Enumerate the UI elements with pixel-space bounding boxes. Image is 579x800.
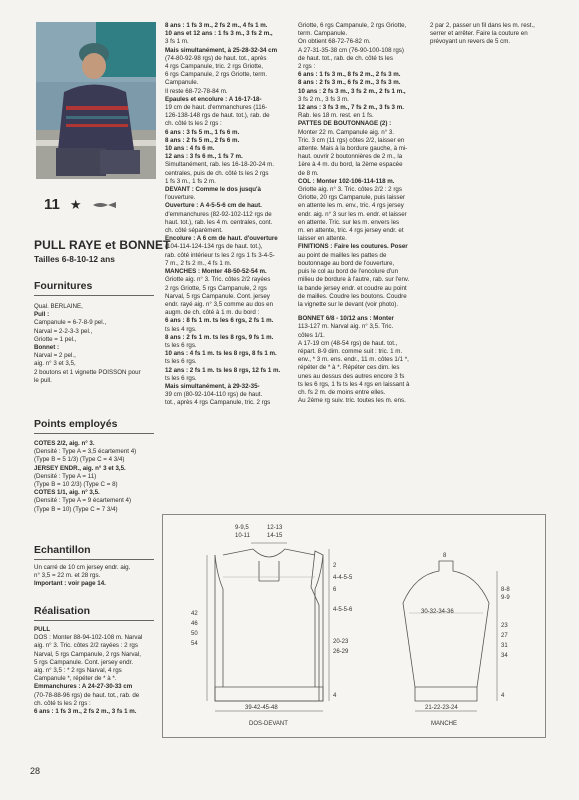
manche-right-label-3: 23 bbox=[501, 623, 508, 629]
dos-left-label-3: 50 bbox=[191, 631, 198, 637]
text-line: (70-78-88-96 rgs) de haut. tot., rab. de bbox=[34, 691, 140, 699]
text-line: aig. n° 3. Tric. côtes 2/2 rayées : 2 rgs bbox=[34, 642, 138, 650]
section-fournitures: Fournitures bbox=[34, 280, 144, 292]
text-line: ts les 6 rgs. bbox=[165, 341, 197, 349]
sizes-subtitle: Tailles 6-8-10-12 ans bbox=[34, 254, 115, 264]
dos-right-label-2: 4-4-5-5 bbox=[333, 575, 353, 581]
text-line: ch. fs 2 m. de moins entre elles. bbox=[298, 388, 386, 396]
text-line: m. en attente, tric. 4 rgs jersey endr. et bbox=[298, 227, 404, 235]
text-line: COL : Monter 102-106-114-118 m. bbox=[298, 177, 395, 185]
text-line: n° 3,5 = 22 m. et 28 rgs. bbox=[34, 572, 101, 580]
dos-left-label-2: 46 bbox=[191, 621, 198, 627]
text-line: boutonnage au bord de l'ouverture, bbox=[298, 259, 395, 267]
pattern-number-label: 11 bbox=[44, 196, 60, 213]
text-line: Narval = 2 pel., bbox=[34, 352, 76, 360]
text-line: Ouverture : A 4-5-5-6 cm de haut. bbox=[165, 202, 262, 210]
garment-schematic bbox=[162, 514, 546, 738]
text-line: ch. côté ts les 2 rgs : bbox=[165, 120, 222, 128]
text-line: 10 ans : 4 fs 6 m. bbox=[165, 145, 215, 153]
text-line: serrer et arrêter. Faire la couture en bbox=[430, 30, 528, 38]
manche-right-label-6: 34 bbox=[501, 653, 508, 659]
text-line: endr. rayé aig. n° 3,5 comme au dos en bbox=[165, 300, 274, 308]
text-line: Mais simultanément, à 29-32-35- bbox=[165, 382, 260, 390]
text-line: ch. côté ts les 2 rgs : bbox=[34, 699, 91, 707]
text-line: env., * 3 m. ens. endr., 11 m. côtes 1/1 *, bbox=[298, 356, 409, 364]
text-line: de mailles. Coudre les boutons. Coudre bbox=[298, 292, 407, 300]
dos-right-label-7: 4 bbox=[333, 693, 337, 699]
child-photo bbox=[36, 22, 156, 179]
text-line: 2 boutons et 1 vignette POISSON pour bbox=[34, 368, 141, 376]
text-line: Tric. 3 cm (11 rgs) côtes 2/2, laisser en bbox=[298, 136, 405, 144]
text-line: 10 ans : 4 fs 1 m. ts les 8 rgs, 8 fs 1 m. bbox=[165, 350, 277, 358]
text-line: centrales, puis de ch. côté ts les 2 rgs bbox=[165, 169, 269, 177]
text-line: la vignette sur le devant (voir photo). bbox=[298, 300, 399, 308]
text-line: de 8 m. bbox=[298, 169, 319, 177]
dos-right-label-1: 2 bbox=[333, 563, 337, 569]
text-line: puis le col au bord de l'encolure d'un bbox=[298, 268, 399, 276]
text-line: de haut. tot., rab. de ch. côté ts les bbox=[298, 54, 393, 62]
text-line: haut. ouvrir 2 boutonnières de 2 m., la bbox=[298, 153, 403, 161]
section-realisation: Réalisation bbox=[34, 605, 144, 617]
text-line: rab. côté intérieur ts les 2 rgs 1 fs 3-4-5- bbox=[165, 251, 275, 259]
text-line: ch. côté séparément. bbox=[165, 227, 223, 235]
text-line: répéter de * à *. Répéter ces dim. les bbox=[298, 364, 400, 372]
text-line: PULL bbox=[34, 626, 51, 633]
manche-top-label: 8 bbox=[443, 553, 447, 559]
page-number: 28 bbox=[30, 766, 41, 776]
dos-outline bbox=[215, 551, 323, 701]
text-line: 2 rgs : bbox=[298, 63, 316, 71]
text-line: COTES 2/2, aig. n° 3. bbox=[34, 440, 95, 447]
text-line: (Type B = 10) (Type C = 7 3/4) bbox=[34, 505, 118, 513]
dos-top-label-4: 14-15 bbox=[267, 533, 283, 539]
instructions-column-3 bbox=[298, 22, 424, 512]
text-line: 12 ans : 3 fs 3 m., 7 fs 2 m., 3 fs 3 m. bbox=[298, 104, 404, 112]
manche-outline bbox=[403, 561, 489, 687]
dos-right-label-3: 6 bbox=[333, 587, 337, 593]
text-line: d'emmanchures (82-92-102-112 rgs de bbox=[165, 210, 272, 218]
page-title: PULL RAYE et BONNET bbox=[34, 238, 171, 252]
text-line: 1 fs 3 m., 1 fs 2 m. bbox=[165, 177, 216, 185]
dos-top-label-1: 9-9,5 bbox=[235, 525, 249, 531]
dos-left-label-1: 42 bbox=[191, 611, 198, 617]
text-line: Simultanément, rab. les 16-18-20-24 m. bbox=[165, 161, 275, 169]
text-line: Griotte, 6 rgs Campanule, 2 rgs Griotte, bbox=[298, 22, 407, 29]
text-line: COTES 1/1, aig. n° 3,5. bbox=[34, 489, 100, 497]
points-text bbox=[34, 440, 158, 514]
text-line: 12 ans : 3 fs 6 m., 1 fs 7 m. bbox=[165, 153, 243, 161]
text-line: haut. tot.), rab. les 4 m. centrales, cont. bbox=[165, 218, 273, 226]
text-line: (Type B = 10 2/3) (Type C = 8) bbox=[34, 481, 118, 489]
text-line: Narval, 5 rgs Campanule, 2 rgs Narval, bbox=[34, 650, 141, 658]
text-line: JERSEY ENDR., aig. n° 3 et 3,5. bbox=[34, 464, 126, 472]
fish-logo-icon bbox=[92, 201, 118, 209]
text-line: 6 ans : 8 fs 1 m. ts les 6 rgs, 2 fs 1 m. bbox=[165, 317, 274, 325]
text-line: Rab. les 18 m. rest. en 1 fs. bbox=[298, 112, 374, 120]
text-line: Qual. BERLAINE, bbox=[34, 303, 83, 310]
text-line: DOS : Monter 88-94-102-108 m. Narval bbox=[34, 634, 143, 642]
dos-bottom-label: 39-42-45-48 bbox=[245, 705, 278, 711]
text-line: (Type B = 5 1/3) (Type C = 4 3/4) bbox=[34, 456, 125, 464]
text-line: 3 fs 2 m., 3 fs 3 m. bbox=[298, 95, 349, 103]
text-line: PATTES DE BOUTONNAGE (2) : bbox=[298, 120, 392, 128]
dos-top-label-2: 10-11 bbox=[235, 533, 250, 539]
text-line: en attente. Tric. sur les m. envers les bbox=[298, 218, 400, 226]
manche-caption: MANCHE bbox=[431, 721, 458, 727]
manche-right-label-1: 8-8 bbox=[501, 587, 510, 593]
text-line: 7 m., 2 fs 2 m., 4 fs 1 m. bbox=[165, 259, 232, 267]
manche-right-label-2: 9-9 bbox=[501, 595, 510, 601]
text-line: 8 ans : 2 fs 5 m., 2 fs 6 m. bbox=[165, 136, 240, 144]
text-line: 6 rgs Campanule, 2 rgs Griotte, term. bbox=[165, 71, 268, 79]
text-line: 2 par 2, passer un fil dans les m. rest., bbox=[430, 22, 535, 29]
text-line: Pull : bbox=[34, 311, 50, 319]
dos-right-label-6: 26-29 bbox=[333, 649, 349, 655]
text-line: Monter 22 m. Campanule aig. n° 3. bbox=[298, 128, 395, 136]
text-line: Bonnet : bbox=[34, 344, 60, 352]
text-line: ts les 6 rgs. bbox=[165, 374, 197, 382]
text-line: augm. de ch. côté à 1 m. du bord : bbox=[165, 309, 260, 317]
text-line: Griotte aig. n° 3. Tric. côtes 2/2 rayées bbox=[165, 276, 271, 284]
text-line: Un carré de 10 cm jersey endr. aig. bbox=[34, 564, 131, 571]
text-line: aig. n° 3,5 : * 2 rgs Narval, 4 rgs bbox=[34, 667, 122, 675]
text-line: milieu de bordure à l'autre, rab. sur l'env. bbox=[298, 276, 410, 284]
text-line: Epaules et encolure : A 16-17-18- bbox=[165, 95, 262, 103]
text-line: (Densité : Type A = 11) bbox=[34, 472, 97, 480]
text-line: ts les 6 rgs, 1 fs ts les 4 rgs en laissant à bbox=[298, 380, 410, 388]
text-line: 12 ans : 2 fs 1 m. ts les 8 rgs, 12 fs 1 m. bbox=[165, 366, 281, 374]
manche-bottom-label: 21-22-23-24 bbox=[425, 705, 458, 711]
text-line: laisser en attente. bbox=[298, 235, 347, 243]
text-line: ts les 4 rgs. bbox=[165, 325, 197, 333]
text-line: unes au dessus des autres encore 3 fs bbox=[298, 372, 405, 380]
text-line: 113-127 m. Narval aig. n° 3,5. Tric. bbox=[298, 323, 394, 331]
text-line: Narval = 2-2-3-3 pel., bbox=[34, 327, 93, 335]
text-line: côtes 1/1. bbox=[298, 331, 325, 339]
text-line: répart. 8-9 dim. comme suit : tric. 1 m. bbox=[298, 347, 403, 355]
text-line: term. Campanule. bbox=[298, 30, 348, 38]
text-line: 3 fs 1 m. bbox=[165, 38, 189, 46]
text-line: 10 ans et 12 ans : 1 fs 3 m., 3 fs 2 m., bbox=[165, 30, 273, 38]
text-line: 8 ans : 2 fs 1 m. ts les 8 rgs, 9 fs 1 m. bbox=[165, 333, 274, 341]
text-line: (74-80-92-98 rgs) de haut. tot., après bbox=[165, 54, 267, 62]
instructions-column-2 bbox=[165, 22, 291, 512]
text-line: Campanule. bbox=[165, 79, 199, 87]
text-line: (Densité : Type A = 3,5 écartement 4) bbox=[34, 448, 137, 456]
text-line: (104-114-124-134 rgs de haut. tot.), bbox=[165, 243, 263, 251]
text-line: Griotte, 20 rgs Campanule, puis laisser bbox=[298, 194, 405, 202]
pattern-number bbox=[44, 196, 118, 213]
text-line: attente. Mais à la bordure gauche, à mi- bbox=[298, 145, 408, 153]
text-line: MANCHES : Monter 48-50-52-54 m. bbox=[165, 268, 267, 276]
text-line: 8 ans : 2 fs 3 m., 6 fs 2 m., 3 fs 3 m. bbox=[298, 79, 401, 87]
text-line: au point de mailles les pattes de bbox=[298, 251, 387, 259]
text-line: Au 2ème rg suiv. tric. toutes les m. ens. bbox=[298, 397, 406, 405]
instructions-column-4 bbox=[430, 22, 550, 47]
text-line: aig. n° 3 et 3,5, bbox=[34, 360, 76, 368]
text-line: Griotte aig. n° 3. Tric. côtes 2/2 : 2 rgs bbox=[298, 186, 402, 194]
text-line: Griotte = 1 pel., bbox=[34, 335, 77, 343]
text-line: 4 rgs Campanule, tric. 2 rgs Griotte, bbox=[165, 63, 264, 71]
dos-top-label-3: 12-13 bbox=[267, 525, 283, 531]
text-line: 6 ans : 1 fs 3 m., 2 fs 2 m., 3 fs 1 m. bbox=[34, 708, 137, 716]
text-line: 6 ans : 1 fs 3 m., 8 fs 2 m., 2 fs 3 m. bbox=[298, 71, 401, 79]
text-line: BONNET 6/8 - 10/12 ans : Monter bbox=[298, 315, 394, 323]
text-line: 10 ans : 2 fs 3 m., 3 fs 2 m., 2 fs 1 m., bbox=[298, 87, 406, 95]
text-line: DEVANT : Comme le dos jusqu'à bbox=[165, 186, 261, 194]
text-line: A 17-19 cm (48-54 rgs) de haut. tot., bbox=[298, 339, 398, 347]
text-line: en attente les m. env., tric. 4 rgs jersey bbox=[298, 202, 404, 210]
text-line: (Densité : Type A = 9 écartement 4) bbox=[34, 497, 132, 505]
text-line: Important : voir page 14. bbox=[34, 580, 106, 588]
manche-right-label-7: 4 bbox=[501, 693, 505, 699]
manche-right-label-5: 31 bbox=[501, 643, 508, 649]
text-line: endr. aig. n° 3 sur les m. endr. et laisser bbox=[298, 210, 407, 218]
dos-devant-caption: DOS-DEVANT bbox=[249, 721, 288, 727]
text-line: la bande jersey endr. et coudre au point bbox=[298, 284, 407, 292]
text-line: Encolure : A 6 cm de haut. d'ouverture bbox=[165, 235, 278, 243]
text-line: Campanule = 6-7-8-9 pel., bbox=[34, 319, 107, 327]
text-line: 1ère à 4 m. du bord, la 2ème espacée bbox=[298, 161, 403, 169]
dos-right-label-5: 20-23 bbox=[333, 639, 349, 645]
section-points: Points employés bbox=[34, 418, 144, 430]
text-line: Mais simultanément, à 25-28-32-34 cm bbox=[165, 46, 278, 54]
text-line: 5 rgs Campanule. Cont. jersey endr. bbox=[34, 658, 134, 666]
text-line: le pull. bbox=[34, 376, 52, 384]
dos-right-label-4: 4-5-5-6 bbox=[333, 607, 353, 613]
text-line: Il reste 68-72-78-84 m. bbox=[165, 87, 228, 95]
text-line: 8 ans : 1 fs 3 m., 2 fs 2 m., 4 fs 1 m. bbox=[165, 22, 268, 29]
realisation-text bbox=[34, 626, 158, 716]
text-line: FINITIONS : Faire les coutures. Poser bbox=[298, 243, 408, 251]
text-line: 19 cm de haut. d'emmanchures (116- bbox=[165, 104, 268, 112]
manche-width-label: 30-32-34-36 bbox=[421, 609, 454, 615]
text-line: tot., après 4 rgs Campanule, tric. 2 rgs bbox=[165, 399, 271, 407]
section-echantillon: Echantillon bbox=[34, 544, 144, 556]
text-line: l'ouverture. bbox=[165, 194, 196, 202]
text-line: On obtient 68-72-76-82 m. bbox=[298, 38, 371, 46]
text-line: 126-138-148 rgs de haut. tot.), rab. de bbox=[165, 112, 270, 120]
text-line: Emmanchures : A 24-27-30-33 cm bbox=[34, 683, 133, 691]
text-line: Narval, 5 rgs Campanule. Cont. jersey bbox=[165, 292, 270, 300]
dos-left-label-4: 54 bbox=[191, 641, 198, 647]
text-line: prévoyant un revers de 5 cm. bbox=[430, 38, 511, 46]
text-line: A 27-31-35-38 cm (76-90-100-108 rgs) bbox=[298, 46, 404, 54]
text-line: 39 cm (80-92-104-110 rgs) de haut. bbox=[165, 391, 263, 399]
text-line: 2 rgs Griotte, 5 rgs Campanule, 2 rgs bbox=[165, 284, 267, 292]
text-line: 6 ans : 3 fs 5 m., 1 fs 6 m. bbox=[165, 128, 240, 136]
text-line: Campanule *, répéter de * à *. bbox=[34, 675, 117, 683]
fournitures-text bbox=[34, 303, 158, 385]
echantillon-text bbox=[34, 564, 158, 589]
manche-right-label-4: 27 bbox=[501, 633, 508, 639]
text-line: ts les 6 rgs. bbox=[165, 358, 197, 366]
star-icon: ★ bbox=[69, 196, 82, 212]
